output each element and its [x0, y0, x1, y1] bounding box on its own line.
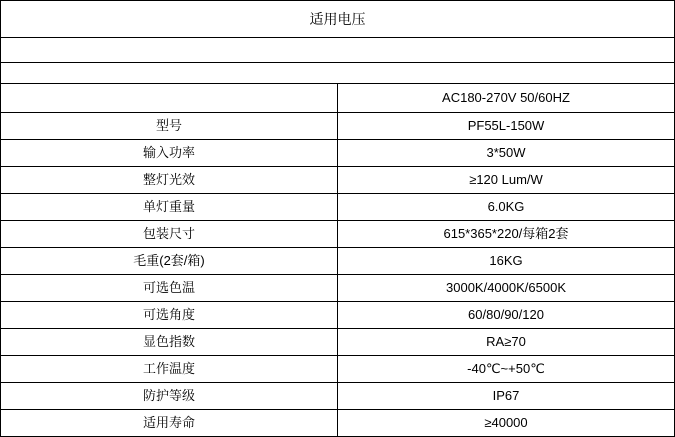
table-row: [1, 356, 675, 383]
row-label: 毛重(2套/箱): [1, 248, 338, 275]
voltage-label: [1, 84, 338, 113]
table-title-row: [1, 1, 675, 38]
table-row: [1, 194, 675, 221]
row-label: 输入功率: [1, 140, 338, 167]
row-value: ≥120 Lum/W: [338, 167, 675, 194]
table-blank-row-2: [1, 63, 675, 84]
row-label: 包装尺寸: [1, 221, 338, 248]
row-label: 显色指数: [1, 329, 338, 356]
table-row: [1, 302, 675, 329]
table-row: [1, 410, 675, 437]
table-row: [1, 275, 675, 302]
row-label: 可选色温: [1, 275, 338, 302]
row-value: 6.0KG: [338, 194, 675, 221]
row-value: 3*50W: [338, 140, 675, 167]
table-row: [1, 383, 675, 410]
row-label: 单灯重量: [1, 194, 338, 221]
table-row: [1, 221, 675, 248]
table-row: [1, 329, 675, 356]
row-label: 防护等级: [1, 383, 338, 410]
table-row-voltage: [1, 84, 675, 113]
row-value: PF55L-150W: [338, 113, 675, 140]
table-row: [1, 248, 675, 275]
row-value: 615*365*220/每箱2套: [338, 221, 675, 248]
row-label: 可选角度: [1, 302, 338, 329]
table-row: [1, 140, 675, 167]
voltage-value: AC180-270V 50/60HZ: [338, 84, 675, 113]
row-value: RA≥70: [338, 329, 675, 356]
row-value: 3000K/4000K/6500K: [338, 275, 675, 302]
row-value: 16KG: [338, 248, 675, 275]
table-row: [1, 113, 675, 140]
blank-cell-1: [1, 38, 675, 63]
row-label: 整灯光效: [1, 167, 338, 194]
row-value: ≥40000: [338, 410, 675, 437]
table-row: [1, 167, 675, 194]
row-label: 适用寿命: [1, 410, 338, 437]
row-value: 60/80/90/120: [338, 302, 675, 329]
row-value: -40℃~+50℃: [338, 356, 675, 383]
row-value: IP67: [338, 383, 675, 410]
row-label: 型号: [1, 113, 338, 140]
row-label: 工作温度: [1, 356, 338, 383]
blank-cell-2: [1, 63, 675, 84]
table-title: 适用电压: [1, 1, 675, 38]
table-blank-row-1: [1, 38, 675, 63]
